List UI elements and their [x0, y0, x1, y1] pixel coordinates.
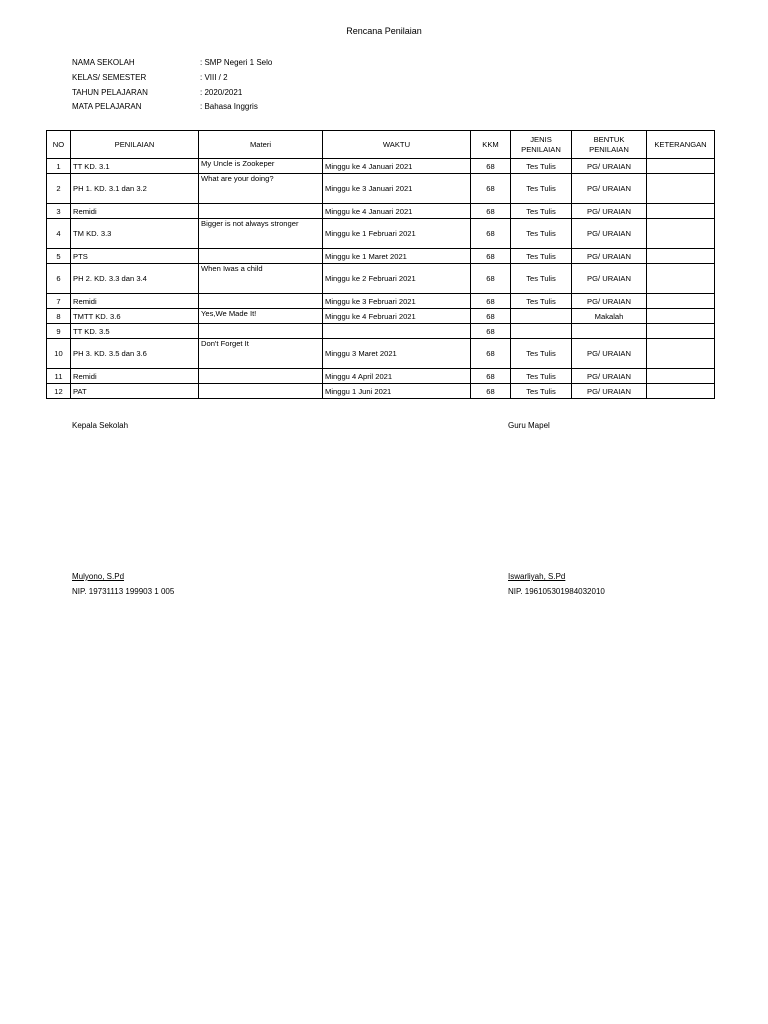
cell-bentuk: Makalah	[572, 309, 647, 324]
cell-waktu: Minggu ke 4 Januari 2021	[323, 159, 471, 174]
meta-value-class: : VIII / 2	[200, 73, 228, 82]
meta-label-class: KELAS/ SEMESTER	[72, 73, 147, 82]
cell-penilaian: TM KD. 3.3	[71, 219, 199, 249]
cell-jenis: Tes Tulis	[511, 384, 572, 399]
cell-bentuk: PG/ URAIAN	[572, 264, 647, 294]
cell-bentuk: PG/ URAIAN	[572, 204, 647, 219]
cell-waktu: Minggu ke 1 Maret 2021	[323, 249, 471, 264]
cell-bentuk: PG/ URAIAN	[572, 159, 647, 174]
cell-jenis: Tes Tulis	[511, 204, 572, 219]
signature-right-name: Iswarliyah, S.Pd	[508, 572, 566, 581]
cell-keterangan	[647, 324, 715, 339]
table-row	[47, 174, 715, 204]
cell-materi: What are your doing?	[199, 174, 323, 204]
table-row	[47, 159, 715, 174]
cell-penilaian: PH 2. KD. 3.3 dan 3.4	[71, 264, 199, 294]
document-title: Rencana Penilaian	[346, 26, 422, 36]
cell-waktu: Minggu 4 April 2021	[323, 369, 471, 384]
cell-kkm: 68	[471, 204, 511, 219]
cell-waktu: Minggu ke 4 Februari 2021	[323, 309, 471, 324]
signature-left-name: Mulyono, S.Pd	[72, 572, 125, 581]
cell-penilaian: PH 1. KD. 3.1 dan 3.2	[71, 174, 199, 204]
meta-label-school: NAMA SEKOLAH	[72, 58, 135, 67]
meta-label-year: TAHUN PELAJARAN	[72, 88, 148, 97]
cell-keterangan	[647, 159, 715, 174]
table-row	[47, 309, 715, 324]
header-penilaian: PENILAIAN	[71, 131, 199, 159]
table-row	[47, 294, 715, 309]
cell-keterangan	[647, 204, 715, 219]
cell-jenis: Tes Tulis	[511, 339, 572, 369]
signature-right-nip: NIP. 196105301984032010	[508, 587, 605, 596]
table-header-row	[47, 131, 715, 159]
cell-bentuk: PG/ URAIAN	[572, 369, 647, 384]
cell-keterangan	[647, 339, 715, 369]
table-row	[47, 264, 715, 294]
meta-value-school: : SMP Negeri 1 Selo	[200, 58, 273, 67]
cell-no: 11	[47, 369, 71, 384]
cell-kkm: 68	[471, 339, 511, 369]
cell-penilaian: Remidi	[71, 294, 199, 309]
cell-no: 10	[47, 339, 71, 369]
cell-waktu: Minggu ke 2 Februari 2021	[323, 264, 471, 294]
table-row	[47, 204, 715, 219]
cell-kkm: 68	[471, 174, 511, 204]
cell-penilaian: TT KD. 3.1	[71, 159, 199, 174]
cell-no: 7	[47, 294, 71, 309]
header-kkm: KKM	[471, 131, 511, 159]
cell-materi: Bigger is not always stronger	[199, 219, 323, 249]
cell-keterangan	[647, 309, 715, 324]
table-row	[47, 384, 715, 399]
cell-keterangan	[647, 369, 715, 384]
cell-no: 4	[47, 219, 71, 249]
cell-jenis: Tes Tulis	[511, 249, 572, 264]
signature-right-role: Guru Mapel	[508, 421, 550, 430]
cell-penilaian: PH 3. KD. 3.5 dan 3.6	[71, 339, 199, 369]
cell-kkm: 68	[471, 159, 511, 174]
signature-left-role: Kepala Sekolah	[72, 421, 129, 430]
meta-value-year: : 2020/2021	[200, 88, 243, 97]
cell-bentuk: PG/ URAIAN	[572, 249, 647, 264]
cell-keterangan	[647, 219, 715, 249]
cell-penilaian: TMTT KD. 3.6	[71, 309, 199, 324]
header-jenis: JENIS PENILAIAN	[511, 131, 572, 159]
cell-jenis: Tes Tulis	[511, 219, 572, 249]
cell-keterangan	[647, 174, 715, 204]
cell-penilaian: PTS	[71, 249, 199, 264]
meta-label-subject: MATA PELAJARAN	[72, 102, 142, 111]
cell-no: 3	[47, 204, 71, 219]
table-row	[47, 249, 715, 264]
cell-kkm: 68	[471, 369, 511, 384]
assessment-table	[46, 130, 715, 399]
cell-materi	[199, 249, 323, 264]
cell-jenis: Tes Tulis	[511, 264, 572, 294]
table-row	[47, 339, 715, 369]
cell-materi: Yes,We Made It!	[199, 309, 323, 324]
cell-no: 12	[47, 384, 71, 399]
cell-waktu: Minggu ke 3 Februari 2021	[323, 294, 471, 309]
cell-kkm: 68	[471, 294, 511, 309]
header-bentuk: BENTUK PENILAIAN	[572, 131, 647, 159]
cell-kkm: 68	[471, 384, 511, 399]
cell-materi: Don't Forget It	[199, 339, 323, 369]
cell-jenis: Tes Tulis	[511, 369, 572, 384]
cell-no: 9	[47, 324, 71, 339]
signature-left-nip: NIP. 19731113 199903 1 005	[72, 587, 175, 596]
cell-jenis: Tes Tulis	[511, 159, 572, 174]
table-row	[47, 369, 715, 384]
cell-no: 1	[47, 159, 71, 174]
header-no: NO	[47, 131, 71, 159]
cell-jenis	[511, 324, 572, 339]
table-row	[47, 219, 715, 249]
cell-penilaian: PAT	[71, 384, 199, 399]
cell-no: 6	[47, 264, 71, 294]
cell-bentuk: PG/ URAIAN	[572, 339, 647, 369]
cell-kkm: 68	[471, 219, 511, 249]
cell-waktu: Minggu ke 1 Februari 2021	[323, 219, 471, 249]
cell-materi: My Uncle is Zookeper	[199, 159, 323, 174]
cell-no: 5	[47, 249, 71, 264]
header-waktu: WAKTU	[323, 131, 471, 159]
cell-materi	[199, 204, 323, 219]
cell-materi	[199, 369, 323, 384]
header-keterangan: KETERANGAN	[647, 131, 715, 159]
cell-no: 2	[47, 174, 71, 204]
cell-waktu	[323, 324, 471, 339]
cell-waktu: Minggu 3 Maret 2021	[323, 339, 471, 369]
cell-kkm: 68	[471, 324, 511, 339]
cell-keterangan	[647, 294, 715, 309]
cell-bentuk: PG/ URAIAN	[572, 219, 647, 249]
cell-penilaian: Remidi	[71, 369, 199, 384]
cell-waktu: Minggu 1 Juni 2021	[323, 384, 471, 399]
cell-kkm: 68	[471, 249, 511, 264]
cell-bentuk: PG/ URAIAN	[572, 294, 647, 309]
cell-bentuk: PG/ URAIAN	[572, 174, 647, 204]
meta-value-subject: : Bahasa Inggris	[200, 102, 258, 111]
cell-materi	[199, 384, 323, 399]
cell-penilaian: Remidi	[71, 204, 199, 219]
cell-jenis	[511, 309, 572, 324]
table-row	[47, 324, 715, 339]
header-materi: Materi	[199, 131, 323, 159]
cell-bentuk	[572, 324, 647, 339]
cell-bentuk: PG/ URAIAN	[572, 384, 647, 399]
cell-keterangan	[647, 264, 715, 294]
cell-kkm: 68	[471, 264, 511, 294]
cell-kkm: 68	[471, 309, 511, 324]
cell-jenis: Tes Tulis	[511, 174, 572, 204]
cell-materi	[199, 324, 323, 339]
cell-materi: When Iwas a child	[199, 264, 323, 294]
cell-materi	[199, 294, 323, 309]
cell-no: 8	[47, 309, 71, 324]
cell-jenis: Tes Tulis	[511, 294, 572, 309]
cell-waktu: Minggu ke 4 Januari 2021	[323, 204, 471, 219]
cell-penilaian: TT KD. 3.5	[71, 324, 199, 339]
cell-keterangan	[647, 384, 715, 399]
cell-keterangan	[647, 249, 715, 264]
cell-waktu: Minggu ke 3 Januari 2021	[323, 174, 471, 204]
